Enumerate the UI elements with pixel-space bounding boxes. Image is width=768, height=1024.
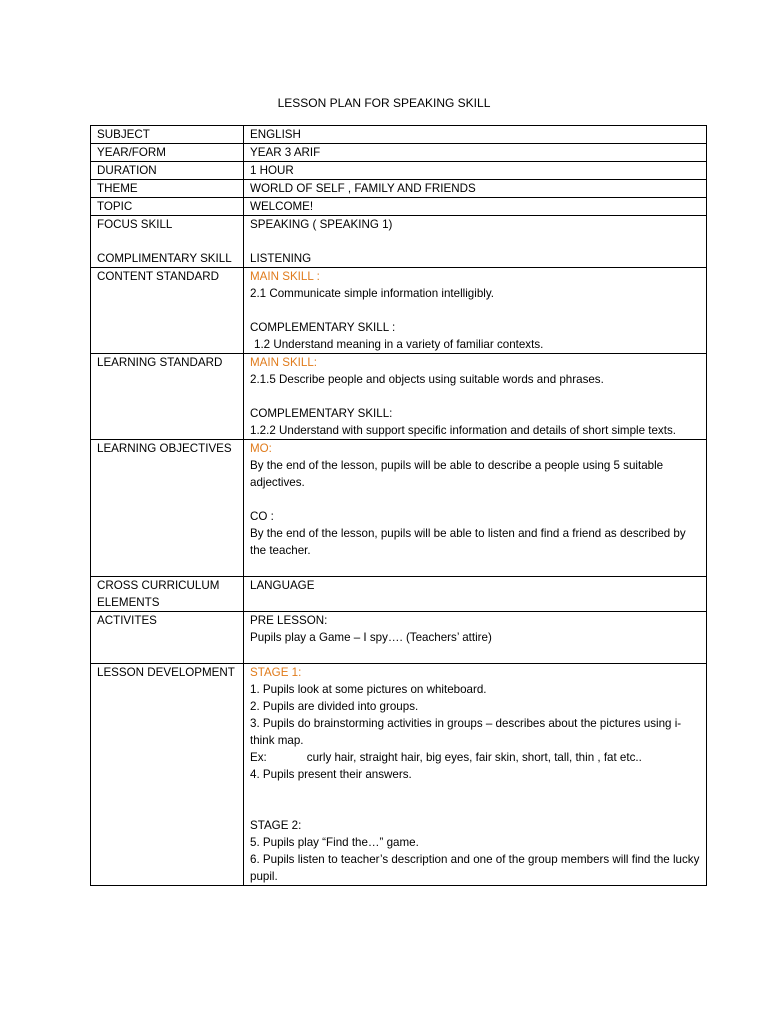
row-value-year-form: YEAR 3 ARIF <box>244 144 707 162</box>
row-label-learning-standard: LEARNING STANDARD <box>91 354 244 440</box>
row-label-topic: TOPIC <box>91 198 244 216</box>
table-row <box>91 612 707 664</box>
row-value-lesson-development <box>244 664 707 886</box>
table-row <box>91 216 707 268</box>
pre-lesson-heading: PRE LESSON: <box>250 614 328 627</box>
row-value-duration: 1 HOUR <box>244 162 707 180</box>
row-label-subject: SUBJECT <box>91 126 244 144</box>
table-row <box>91 144 707 162</box>
main-skill-heading: MAIN SKILL: <box>250 356 318 369</box>
stage1-heading: STAGE 1: <box>250 666 302 679</box>
table-row <box>91 126 707 144</box>
focus-skill-label: FOCUS SKILL <box>97 218 173 231</box>
complimentary-skill-value: LISTENING <box>250 252 312 265</box>
example-label: Ex: <box>250 751 267 764</box>
row-label-learning-objectives: LEARNING OBJECTIVES <box>91 440 244 577</box>
complementary-skill-text: 1.2 Understand meaning in a variety of familiar contexts. <box>254 338 544 351</box>
list-item: 1. Pupils look at some pictures on whiteboard. <box>250 683 487 696</box>
list-item: 3. Pupils do brainstorming activities in groups – describes about the pictures using i-think map. <box>250 717 682 747</box>
row-value-cross-curriculum: LANGUAGE <box>244 577 707 612</box>
table-row <box>91 577 707 612</box>
row-label-duration: DURATION <box>91 162 244 180</box>
row-value-learning-objectives <box>244 440 707 577</box>
example-line <box>250 749 702 766</box>
co-text: By the end of the lesson, pupils will be able to listen and find a friend as described by the teacher. <box>250 527 686 557</box>
list-item: 2. Pupils are divided into groups. <box>250 700 419 713</box>
example-items: curly hair, straight hair, big eyes, fair skin, short, tall, thin , fat etc.. <box>306 751 642 764</box>
row-label-focus-skill <box>91 216 244 268</box>
main-skill-heading: MAIN SKILL : <box>250 270 320 283</box>
table-row <box>91 198 707 216</box>
row-label-year-form: YEAR/FORM <box>91 144 244 162</box>
table-row <box>91 162 707 180</box>
mo-text: By the end of the lesson, pupils will be able to describe a people using 5 suitable adjectives. <box>250 459 664 489</box>
row-label-content-standard: CONTENT STANDARD <box>91 268 244 354</box>
list-item: 4. Pupils present their answers. <box>250 768 412 781</box>
table-row <box>91 440 707 577</box>
mo-heading: MO: <box>250 442 272 455</box>
page-title: LESSON PLAN FOR SPEAKING SKILL <box>277 96 491 110</box>
complimentary-skill-label: COMPLIMENTARY SKILL <box>97 252 232 265</box>
complementary-skill-text: 1.2.2 Understand with support specific information and details of short simple texts. <box>250 424 676 437</box>
lesson-plan-table <box>90 125 707 886</box>
pre-lesson-text: Pupils play a Game – I spy…. (Teachers’ attire) <box>250 631 492 644</box>
row-label-theme: THEME <box>91 180 244 198</box>
table-row <box>91 664 707 886</box>
stage2-heading: STAGE 2: <box>250 819 302 832</box>
row-label-cross-curriculum: CROSS CURRICULUM ELEMENTS <box>91 577 244 612</box>
list-item: 5. Pupils play “Find the…” game. <box>250 836 419 849</box>
row-label-lesson-development: LESSON DEVELOPMENT <box>91 664 244 886</box>
table-row <box>91 354 707 440</box>
row-value-activities <box>244 612 707 664</box>
row-label-activities: ACTIVITES <box>91 612 244 664</box>
main-skill-text: 2.1.5 Describe people and objects using suitable words and phrases. <box>250 373 604 386</box>
list-item: 6. Pupils listen to teacher’s description and one of the group members will find the lucky pupil. <box>250 853 700 883</box>
complementary-skill-heading: COMPLEMENTARY SKILL: <box>250 407 393 420</box>
table-row <box>91 180 707 198</box>
focus-skill-value: SPEAKING ( SPEAKING 1) <box>250 218 393 231</box>
table-row <box>91 268 707 354</box>
row-value-learning-standard <box>244 354 707 440</box>
row-value-content-standard <box>244 268 707 354</box>
co-heading: CO : <box>250 510 274 523</box>
row-value-topic: WELCOME! <box>244 198 707 216</box>
row-value-focus-skill <box>244 216 707 268</box>
row-value-theme: WORLD OF SELF , FAMILY AND FRIENDS <box>244 180 707 198</box>
main-skill-text: 2.1 Communicate simple information intelligibly. <box>250 287 495 300</box>
complementary-skill-heading: COMPLEMENTARY SKILL : <box>250 321 396 334</box>
row-value-subject: ENGLISH <box>244 126 707 144</box>
